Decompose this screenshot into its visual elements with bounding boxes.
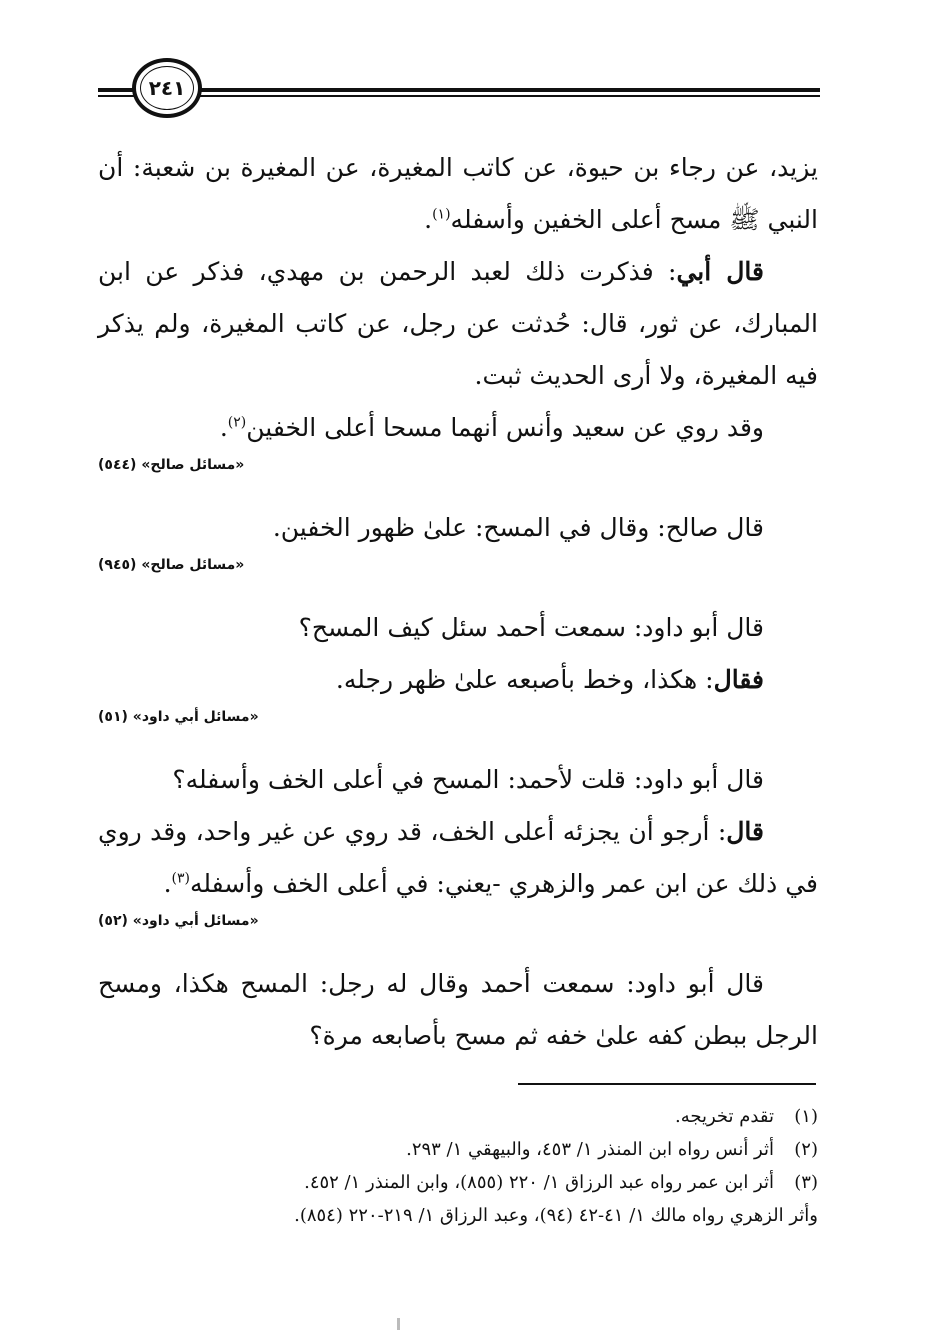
footnote-ref: (٣): [171, 870, 190, 887]
source-citation: «مسائل صالح» (٥٤٤): [98, 457, 245, 473]
footnote-number: (١): [794, 1106, 818, 1127]
speaker-label: قال أبي: [676, 257, 764, 286]
footnote-number: (٣): [794, 1172, 818, 1193]
main-text: [98, 142, 818, 1062]
paragraph: قال أبو داود: سمعت أحمد سئل كيف المسح؟: [298, 613, 764, 642]
source-citation-wrap: [98, 454, 838, 476]
footnote-number: (٢): [794, 1139, 818, 1160]
paragraph: [98, 806, 818, 910]
paragraph: [98, 142, 818, 246]
page-number: ٢٤١: [148, 76, 186, 100]
paragraph: [98, 246, 818, 402]
footnote-text: أثر ابن عمر رواه عبد الرزاق ١/ ٢٢٠ (٨٥٥)، وابن المنذر ١/ ٤٥٢.: [304, 1172, 774, 1193]
source-citation-wrap: [98, 910, 838, 932]
text: وقد روي عن سعيد وأنس أنهما مسحا أعلى الخفين: [246, 413, 764, 442]
paragraph: قال أبو داود: قلت لأحمد: المسح في أعلى الخف وأسفله؟: [172, 765, 764, 794]
speaker-label: قال: [726, 817, 764, 846]
source-citation: «مسائل أبي داود» (٥٢): [98, 913, 259, 929]
page-number-badge: [132, 58, 202, 118]
text: .: [424, 205, 433, 234]
text: .: [163, 869, 172, 898]
footnote: [98, 1133, 818, 1166]
footnote-text: أثر أنس رواه ابن المنذر ١/ ٤٥٣، والبيهقي ١/ ٢٩٣.: [406, 1139, 774, 1160]
text: : فذكرت ذلك لعبد الرحمن بن مهدي، فذكر عن ابن المبارك، عن ثور، قال: حُدثت عن رجل، عن كاتب المغيرة، ولم يذكر فيه المغيرة، ولا أرى الحديث ثبت.: [98, 257, 818, 390]
footnote-ref: (١): [432, 206, 451, 223]
paragraph: قال أبو داود: سمعت أحمد وقال له رجل: المسح هكذا، ومسح الرجل ببطن كفه علىٰ خفه ثم مسح بأصابعه مرة؟: [98, 969, 818, 1050]
text: يزيد، عن رجاء بن حيوة، عن كاتب المغيرة، عن المغيرة بن شعبة: أن النبي ﷺ مسح أعلى الخفين وأسفله: [98, 153, 818, 234]
page-header: [98, 58, 820, 120]
header-rule: [188, 88, 820, 92]
footnote-separator: [518, 1083, 816, 1085]
text: : هكذا، وخط بأصبعه علىٰ ظهر رجله.: [335, 665, 714, 694]
source-citation: «مسائل صالح» (٩٤٥): [98, 557, 245, 573]
scan-mark: [397, 1318, 400, 1330]
footnote-text: تقدم تخريجه.: [675, 1106, 774, 1127]
header-rule-left-thin: [98, 95, 138, 97]
source-citation-wrap: [98, 706, 838, 728]
paragraph: قال صالح: وقال في المسح: علىٰ ظهور الخفين.: [272, 513, 764, 542]
text: : أرجو أن يجزئه أعلى الخف، قد روي عن غير واحد، وقد روي في ذلك عن ابن عمر والزهري -يعني: في أعلى الخف وأسفله: [98, 817, 818, 898]
paragraph: [98, 654, 818, 706]
header-rule-thin: [188, 95, 820, 97]
source-citation: «مسائل أبي داود» (٥١): [98, 709, 259, 725]
source-citation-wrap: [98, 554, 838, 576]
footnote-ref: (٢): [227, 414, 247, 431]
paragraph: [98, 402, 818, 454]
footnote: [98, 1100, 818, 1133]
text: .: [219, 413, 228, 442]
footnotes: [98, 1100, 818, 1232]
speaker-label: فقال: [713, 665, 764, 694]
footnote-continuation: وأثر الزهري رواه مالك ١/ ٤١-٤٢ (٩٤)، وعبد الرزاق ١/ ٢١٩-٢٢٠ (٨٥٤).: [294, 1205, 818, 1226]
footnote: [98, 1166, 818, 1199]
